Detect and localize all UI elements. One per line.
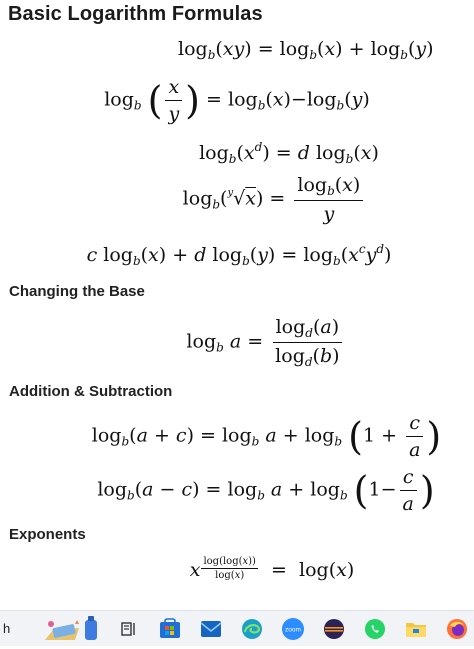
store-icon[interactable] <box>158 617 182 641</box>
mail-icon[interactable] <box>199 617 223 641</box>
zoom-icon-label: zoom <box>285 626 301 633</box>
formula-exponent-identity: x $\frac{\log(\log(x))}{\log(x)}$ = log(x) <box>189 556 355 581</box>
formula-addition: $\log_b(a + c) = \log_b a + \log_b (1$ + $\frac{c}{a}$ ) <box>91 412 442 461</box>
formula-power-rule: $\log_b(x^d) = d$ $\log_b(x)$ <box>199 140 379 166</box>
section-heading-exponents: Exponents <box>9 526 86 543</box>
widget-illustration-icon[interactable] <box>39 614 105 644</box>
firefox-icon[interactable] <box>445 617 469 641</box>
formula-combined-rule: c $\log_b(x) + d$ $\log_b(y) = \log_b(x^cy^d)$ <box>86 242 392 268</box>
formula-subtraction: $\log_b(a - c) = \log_b a + \log_b (1-$ $\frac{c}{a}$ ) <box>97 466 435 515</box>
section-heading-changing-base: Changing the Base <box>9 283 145 300</box>
file-explorer-icon[interactable] <box>404 617 428 641</box>
formula-change-of-base: $\log_b a$ = $\frac{\log_d(a)}{\log_d(b)}$ <box>58 316 474 369</box>
task-view-icon[interactable] <box>117 617 141 641</box>
formula-quotient-rule: $\log_b$ ( $\frac{x}{y}$ ) = $\log_b(x)-\log_b(y)$ <box>104 76 370 125</box>
formula-product-rule: $\log_b(xy) = \log_b(x) + \log_b(y)$ <box>178 38 434 62</box>
taskbar <box>0 610 474 646</box>
whatsapp-icon[interactable] <box>363 617 387 641</box>
page-title: Basic Logarithm Formulas <box>8 3 263 25</box>
edge-icon[interactable] <box>240 617 264 641</box>
zoom-icon[interactable] <box>281 617 305 641</box>
formula-root-rule: $\log_b(^y√x)$ = $\frac{\log_b(x)}{y}$ <box>75 174 474 225</box>
section-heading-addition-subtraction: Addition & Subtraction <box>9 383 173 400</box>
taskbar-search-text[interactable]: h <box>3 621 11 636</box>
eclipse-icon[interactable] <box>322 617 346 641</box>
